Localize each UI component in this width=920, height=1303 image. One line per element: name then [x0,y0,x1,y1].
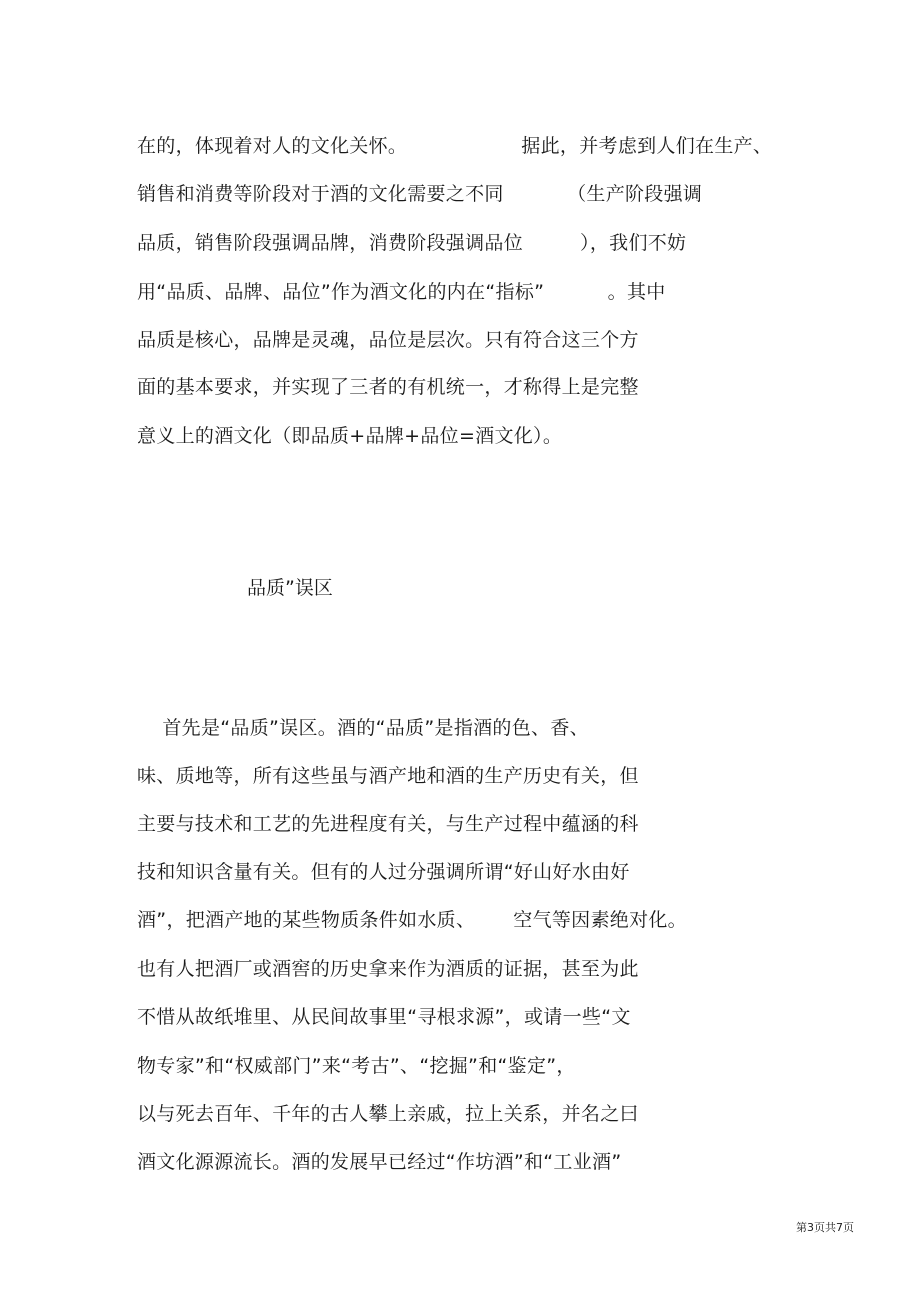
paragraph2-line: 酒文化源源流长。酒的发展早已经过“作坊酒”和“工业酒” [137,1151,622,1173]
paragraph2-line: 以与死去百年、千年的古人攀上亲戚，拉上关系，并名之曰 [137,1103,639,1125]
paragraph1-line: 意义上的酒文化（即品质+品牌+品位=酒文化）。 [137,425,563,447]
paragraph2-line: 不惜从故纸堆里、从民间故事里“寻根求源”，或请一些“文 [137,1006,631,1028]
paragraph1-line: 用“品质、品牌、品位”作为酒文化的内在“指标” 。其中 [137,281,666,303]
paragraph2-line: 也有人把酒厂或酒窖的历史拿来作为酒质的证据，甚至为此 [137,958,639,980]
paragraph1-line: 品质是核心，品牌是灵魂，品位是层次。只有符合这三个方 [137,329,639,351]
paragraph2-line: 酒”，把酒产地的某些物质条件如水质、 空气等因素绝对化。 [137,909,687,931]
paragraph2-line: 物专家”和“权威部门”来“考古”、“挖掘”和“鉴定”， [137,1055,576,1077]
paragraph2-line: 主要与技术和工艺的先进程度有关，与生产过程中蕴涵的科 [137,813,639,835]
paragraph2-line: 首先是“品质”误区。酒的“品质”是指酒的色、香、 [137,717,589,739]
paragraph1-line: 销售和消费等阶段对于酒的文化需要之不同 （生产阶段强调 [137,183,703,205]
section-heading: 品质”误区 [247,577,333,599]
paragraph1-line: 品质，销售阶段强调品牌，消费阶段强调品位 ），我们不妨 [137,232,687,254]
paragraph2-line: 味、质地等，所有这些虽与酒产地和酒的生产历史有关，但 [137,765,639,787]
page-number: 第3页共7页 [796,1221,854,1234]
paragraph1-line: 面的基本要求，并实现了三者的有机统一，才称得上是完整 [137,376,639,398]
paragraph1-line: 在的，体现着对人的文化关怀。 据此，并考虑到人们在生产、 [137,135,773,157]
paragraph2-line: 技和知识含量有关。但有的人过分强调所谓“好山好水由好 [137,861,630,883]
